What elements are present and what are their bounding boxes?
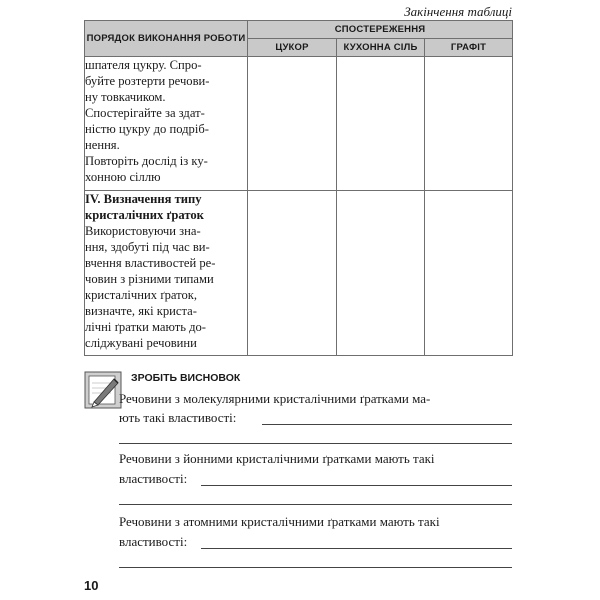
table-continuation-caption: Закінчення таблиці <box>404 4 512 19</box>
salt-observation-cell[interactable] <box>337 57 425 191</box>
observations-header: СПОСТЕРЕЖЕННЯ <box>248 21 513 39</box>
procedure-line: шпателя цукру. Спро- <box>85 58 202 72</box>
procedure-line: кристалічних ґраток, <box>85 288 198 302</box>
procedure-line: Використовуючи зна- <box>85 224 201 238</box>
procedure-header: ПОРЯДОК ВИКОНАННЯ РОБОТИ <box>85 21 248 57</box>
procedure-line: нення. <box>85 138 120 152</box>
conclusion-title: ЗРОБІТЬ ВИСНОВОК <box>131 372 241 384</box>
procedure-line: ння, здобуті під час ви- <box>85 240 210 254</box>
conclusion-text: Речовини з йонними кристалічними ґратками мають такі <box>119 451 435 466</box>
procedure-line: вчення властивостей ре- <box>85 256 216 270</box>
conclusion-text: властивості: <box>119 471 188 486</box>
procedure-line: лічні ґратки мають до- <box>85 320 207 334</box>
answer-line[interactable] <box>119 504 512 505</box>
graphite-column-header: ГРАФІТ <box>425 39 513 57</box>
answer-line[interactable] <box>119 443 512 444</box>
graphite-observation-cell[interactable] <box>425 57 513 191</box>
procedure-line: сліджувані речовини <box>85 336 197 350</box>
sugar-column-header: ЦУКОР <box>248 39 337 57</box>
sugar-observation-cell[interactable] <box>248 57 337 191</box>
answer-line[interactable] <box>201 485 512 486</box>
salt-observation-cell[interactable] <box>337 191 425 356</box>
procedure-line: Спостерігайте за здат- <box>85 106 205 120</box>
conclusion-text: Речовини з атомними кристалічними ґратками мають такі <box>119 514 440 529</box>
table-row <box>85 191 513 356</box>
procedure-line: човин з різними типами <box>85 272 214 286</box>
conclusion-text: властивості: <box>119 534 188 549</box>
procedure-cell <box>85 57 248 191</box>
conclusion-item <box>119 391 519 407</box>
pencil-notebook-icon <box>84 371 122 409</box>
answer-line[interactable] <box>201 548 512 549</box>
experiment-table <box>84 20 513 356</box>
procedure-line: ністю цукру до подріб- <box>85 122 209 136</box>
procedure-cell <box>85 191 248 356</box>
sugar-observation-cell[interactable] <box>248 191 337 356</box>
procedure-line: визначте, які криста- <box>85 304 197 318</box>
procedure-line: Повторіть дослід із ку- <box>85 154 208 168</box>
procedure-line: ну товкачиком. <box>85 90 166 104</box>
conclusion-text: ють такі властивості: <box>119 410 237 425</box>
procedure-line: хонною сіллю <box>85 170 161 184</box>
table-row <box>85 57 513 191</box>
step-title: кристалічних ґраток <box>85 208 204 222</box>
conclusion-text: Речовини з молекулярними кристалічними ґратками ма- <box>119 391 431 406</box>
page-number: 10 <box>84 578 99 593</box>
graphite-observation-cell[interactable] <box>425 191 513 356</box>
answer-line[interactable] <box>262 424 512 425</box>
procedure-line: буйте розтерти речови- <box>85 74 210 88</box>
answer-line[interactable] <box>119 567 512 568</box>
salt-column-header: КУХОННА СІЛЬ <box>337 39 425 57</box>
step-title: IV. Визначення типу <box>85 192 202 206</box>
